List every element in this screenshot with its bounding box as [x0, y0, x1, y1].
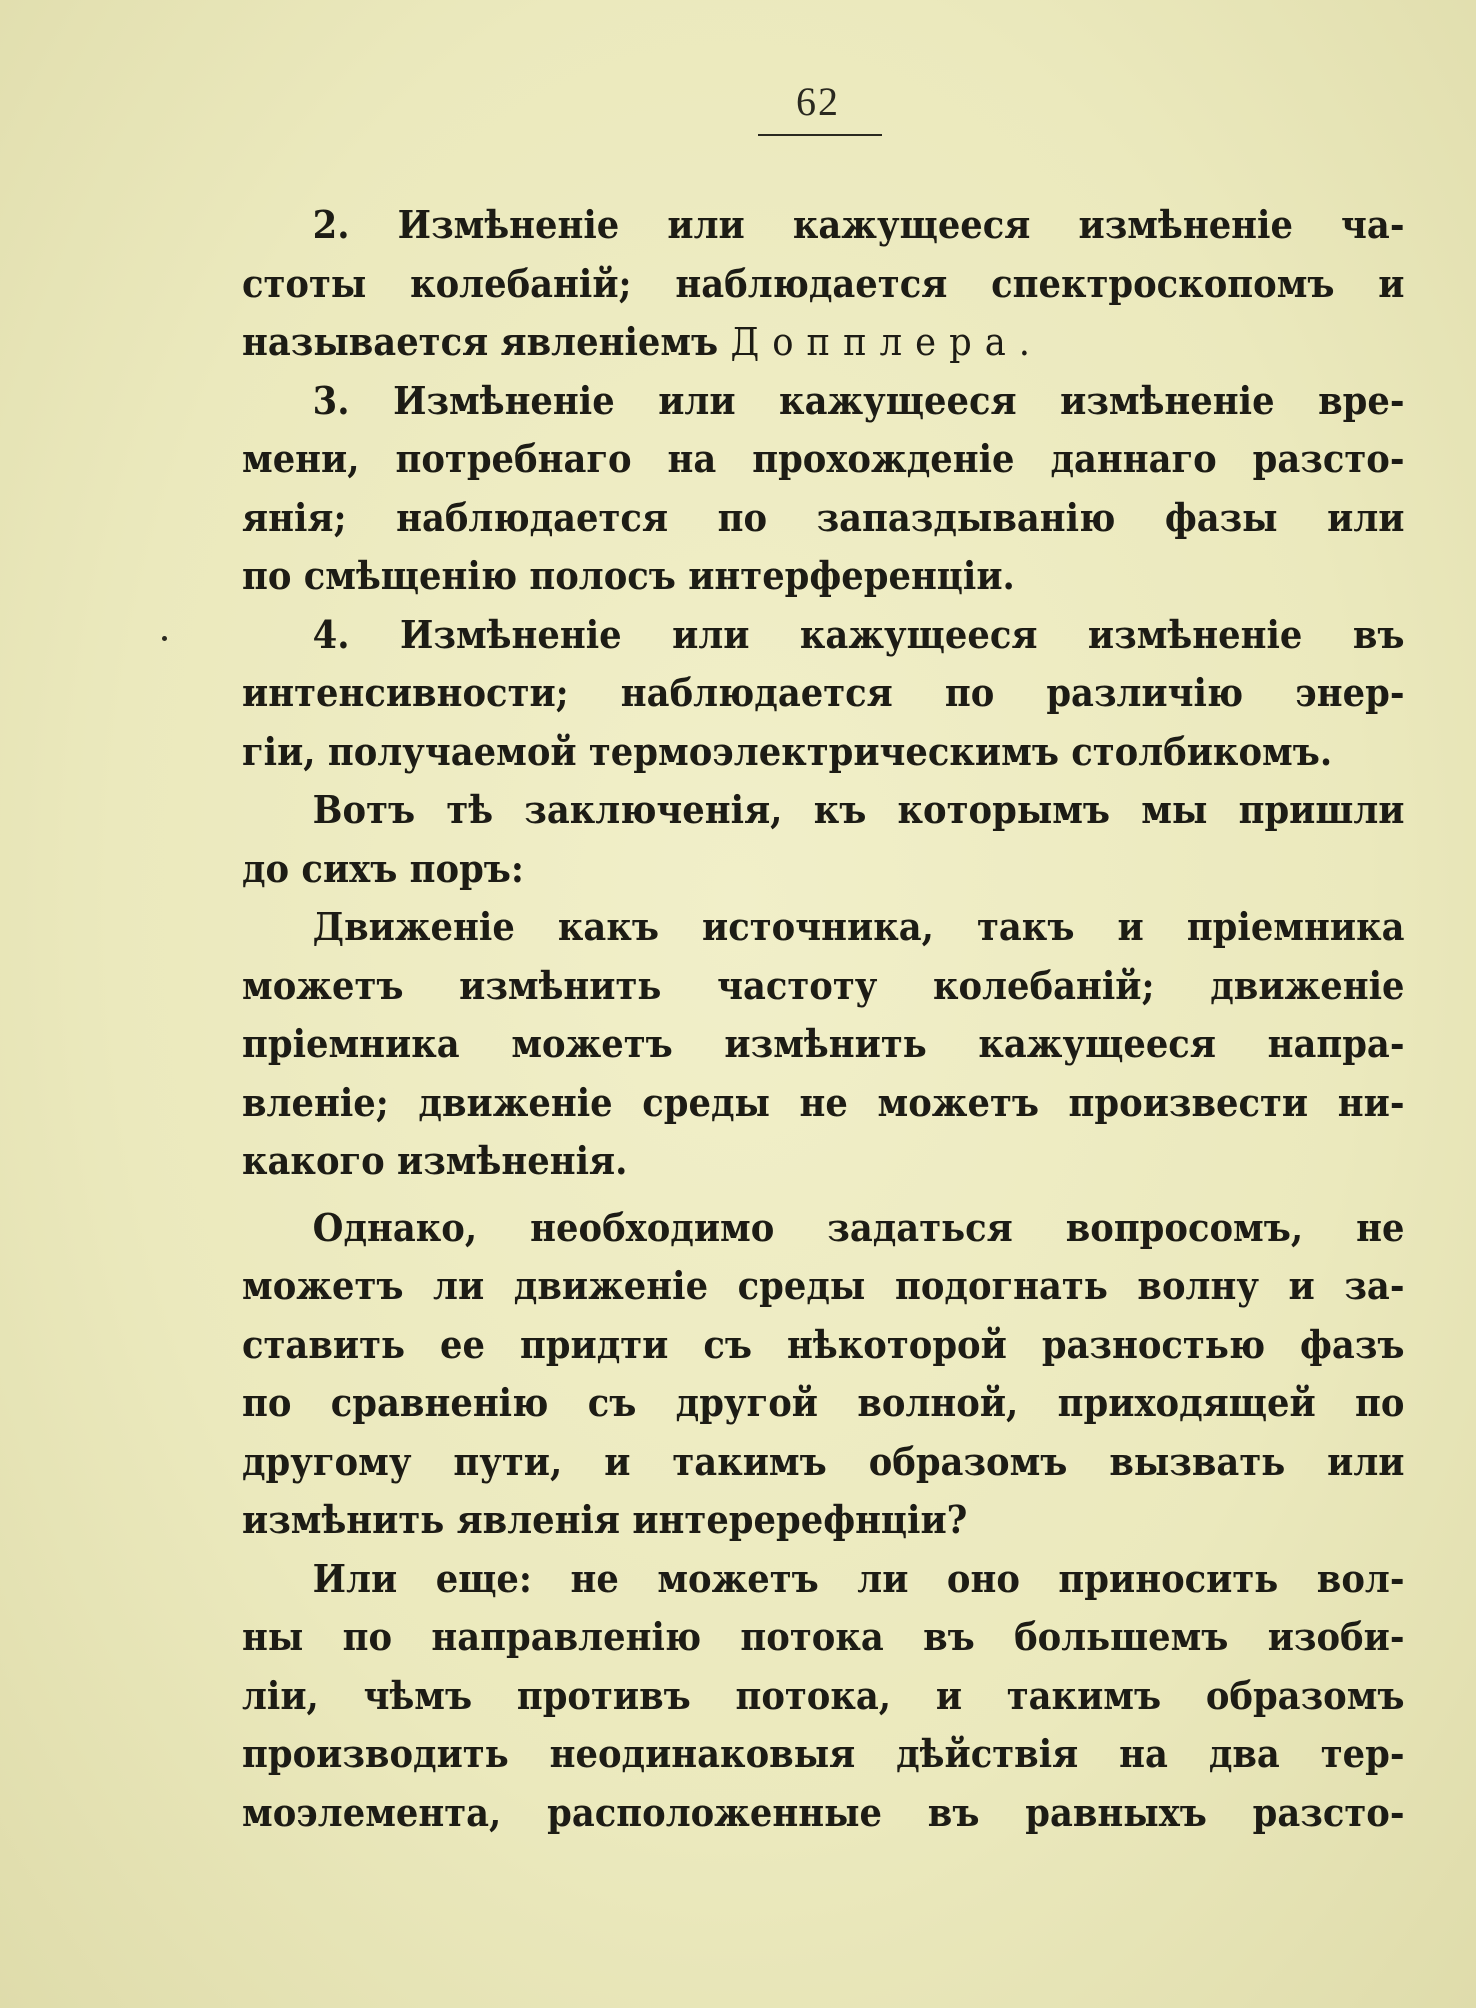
text-line: Вотъ тѣ заключенія, къ которымъ мы пришли: [312, 787, 1405, 832]
paragraph: [242, 606, 1404, 782]
paragraph: [242, 1550, 1404, 1843]
text-line: до сихъ поръ:: [242, 845, 524, 891]
text-line: производить неодинаковыя дѣйствія на два тер-: [242, 1731, 1405, 1776]
paragraph: [242, 1199, 1404, 1550]
text-line: мени, потребнаго на прохожденіе даннаго разсто-: [242, 436, 1405, 481]
text-line: гіи, получаемой термоэлектрическимъ столбикомъ.: [242, 728, 1333, 774]
text-line: ставить ее придти съ нѣкоторой разностью фазъ: [242, 1321, 1405, 1367]
text-line: пріемника можетъ измѣнить кажущееся напра-: [242, 1021, 1405, 1066]
text-line: 2. Измѣненіе или кажущееся измѣненіе ча-: [312, 202, 1405, 247]
text-line: [242, 313, 1405, 372]
text-line: ны по направленію потока въ большемъ изоби-: [242, 1614, 1405, 1659]
text-line: по смѣщенію полосъ интерференціи.: [242, 553, 1015, 598]
text-line: 4. Измѣненіе или кажущееся измѣненіе въ: [312, 611, 1405, 657]
text-line: какого измѣненія.: [242, 1138, 628, 1183]
paragraph-gap: [242, 1191, 1404, 1199]
paragraph: [242, 196, 1404, 372]
body-text: [242, 196, 1404, 1842]
text-line: Однако, необходимо задаться вопросомъ, не: [312, 1204, 1405, 1250]
text-line: янія; наблюдается по запаздыванію фазы или: [242, 494, 1405, 540]
text-line: Движеніе какъ источника, такъ и пріемника: [312, 904, 1405, 949]
text-line: по сравненію съ другой волной, приходящей по: [242, 1380, 1405, 1425]
text-line: моэлемента, расположенные въ равныхъ разсто-: [242, 1789, 1405, 1835]
text-line: ліи, чѣмъ противъ потока, и такимъ образомъ: [242, 1672, 1405, 1718]
emphasized-name: Допплера.: [730, 320, 1044, 364]
paragraph: [242, 372, 1404, 606]
page-number-rule: [758, 134, 882, 136]
text-line: 3. Измѣненіе или кажущееся измѣненіе вре-: [312, 377, 1405, 423]
text-line: стоты колебаній; наблюдается спектроскопомъ и: [242, 260, 1405, 306]
text-line: можетъ измѣнить частоту колебаній; движеніе: [242, 962, 1405, 1008]
text-line: измѣнить явленія интеререфнціи?: [242, 1497, 968, 1542]
paragraph: [242, 781, 1404, 898]
text-line: можетъ ли движеніе среды подогнать волну и за-: [242, 1263, 1405, 1308]
text-line: другому пути, и такимъ образомъ вызвать или: [242, 1438, 1405, 1484]
text-line: вленіе; движеніе среды не можетъ произвести ни-: [242, 1079, 1405, 1125]
page-number: 62: [796, 79, 840, 124]
text-line: Или еще: не можетъ ли оно приносить вол-: [312, 1555, 1405, 1601]
paragraph: [242, 898, 1404, 1191]
text-run: называется явленіемъ: [242, 319, 719, 364]
margin-speck: [162, 636, 167, 641]
text-line: интенсивности; наблюдается по различію энер-: [242, 670, 1405, 715]
